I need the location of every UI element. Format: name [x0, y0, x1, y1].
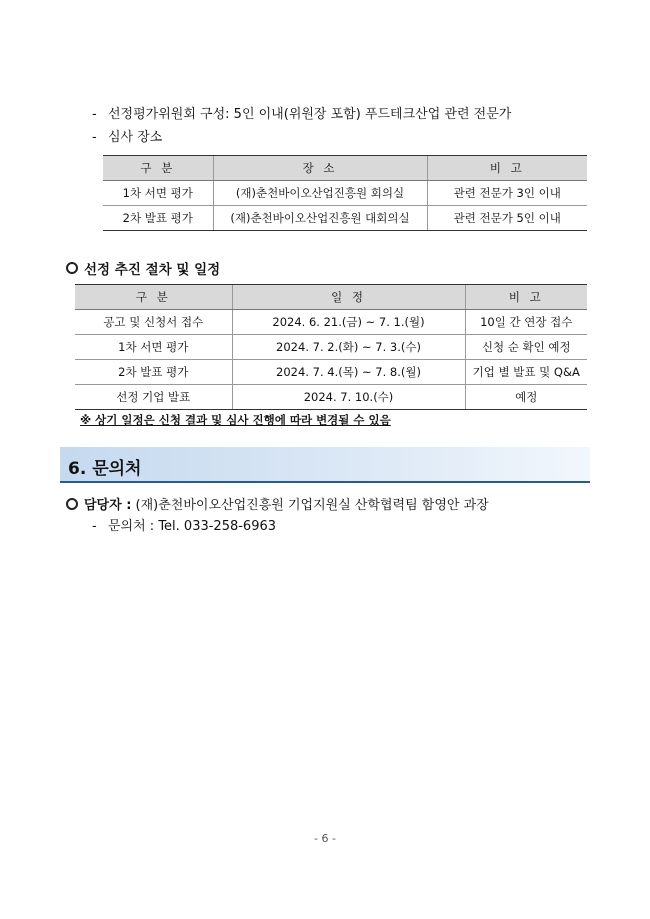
phone-text: 문의처 : Tel. 033-258-6963	[108, 519, 277, 534]
schedule-heading-text: 선정 추진 절차 및 일정	[84, 262, 221, 278]
contact-line	[66, 494, 489, 513]
venue-line	[92, 129, 162, 147]
schedule-table	[75, 284, 587, 410]
dash-marker: -	[92, 130, 97, 145]
table-cell: 10일 간 연장 접수	[465, 310, 587, 335]
table-header-row	[75, 285, 587, 310]
table-cell: 2차 발표 평가	[103, 206, 213, 231]
circle-bullet-icon	[66, 498, 78, 510]
table-cell: 1차 서면 평가	[75, 335, 232, 360]
table-cell: 관련 전문가 3인 이내	[427, 181, 587, 206]
table-cell: (재)춘천바이오산업진흥원 회의실	[213, 181, 427, 206]
committee-text: 선정평가위원회 구성: 5인 이내(위원장 포함) 푸드테크산업 관련 전문가	[108, 107, 512, 122]
contact-label: 담당자 :	[84, 498, 132, 513]
table-cell: 선정 기업 발표	[75, 385, 232, 410]
table-cell: 예정	[465, 385, 587, 410]
table-cell: (재)춘천바이오산업진흥원 대회의실	[213, 206, 427, 231]
table-cell: 2024. 6. 21.(금) ~ 7. 1.(월)	[232, 310, 465, 335]
section-title: 6. 문의처	[68, 459, 142, 479]
table-cell: 1차 서면 평가	[103, 181, 213, 206]
header-category: 구 분	[75, 285, 232, 310]
section-header	[60, 447, 590, 483]
venue-text: 심사 장소	[108, 130, 163, 145]
circle-bullet-icon	[66, 262, 78, 274]
table-cell: 2024. 7. 2.(화) ~ 7. 3.(수)	[232, 335, 465, 360]
table-cell: 기업 별 발표 및 Q&A	[465, 360, 587, 385]
contact-value: (재)춘천바이오산업진흥원 기업지원실 산학협력팀 함영안 과장	[135, 498, 489, 513]
table-row	[103, 206, 587, 231]
dash-marker: -	[92, 107, 97, 122]
table-row	[75, 385, 587, 410]
table-cell: 2024. 7. 10.(수)	[232, 385, 465, 410]
table-row	[75, 360, 587, 385]
header-venue: 장 소	[213, 156, 427, 181]
table-row	[103, 181, 587, 206]
header-category: 구 분	[103, 156, 213, 181]
schedule-heading	[66, 258, 220, 278]
table-row	[75, 335, 587, 360]
page-number: - 6 -	[314, 832, 336, 845]
table-cell: 2024. 7. 4.(목) ~ 7. 8.(월)	[232, 360, 465, 385]
table-cell: 2차 발표 평가	[75, 360, 232, 385]
table-header-row	[103, 156, 587, 181]
schedule-note: ※ 상기 일정은 신청 결과 및 심사 진행에 따라 변경될 수 있음	[80, 413, 391, 427]
table-row	[75, 310, 587, 335]
phone-line	[92, 518, 276, 536]
table-cell: 신청 순 확인 예정	[465, 335, 587, 360]
venue-table	[103, 155, 587, 231]
table-cell: 관련 전문가 5인 이내	[427, 206, 587, 231]
dash-marker: -	[92, 519, 97, 534]
committee-line	[92, 106, 511, 124]
header-note: 비 고	[427, 156, 587, 181]
header-schedule: 일 정	[232, 285, 465, 310]
table-cell: 공고 및 신청서 접수	[75, 310, 232, 335]
header-note: 비 고	[465, 285, 587, 310]
